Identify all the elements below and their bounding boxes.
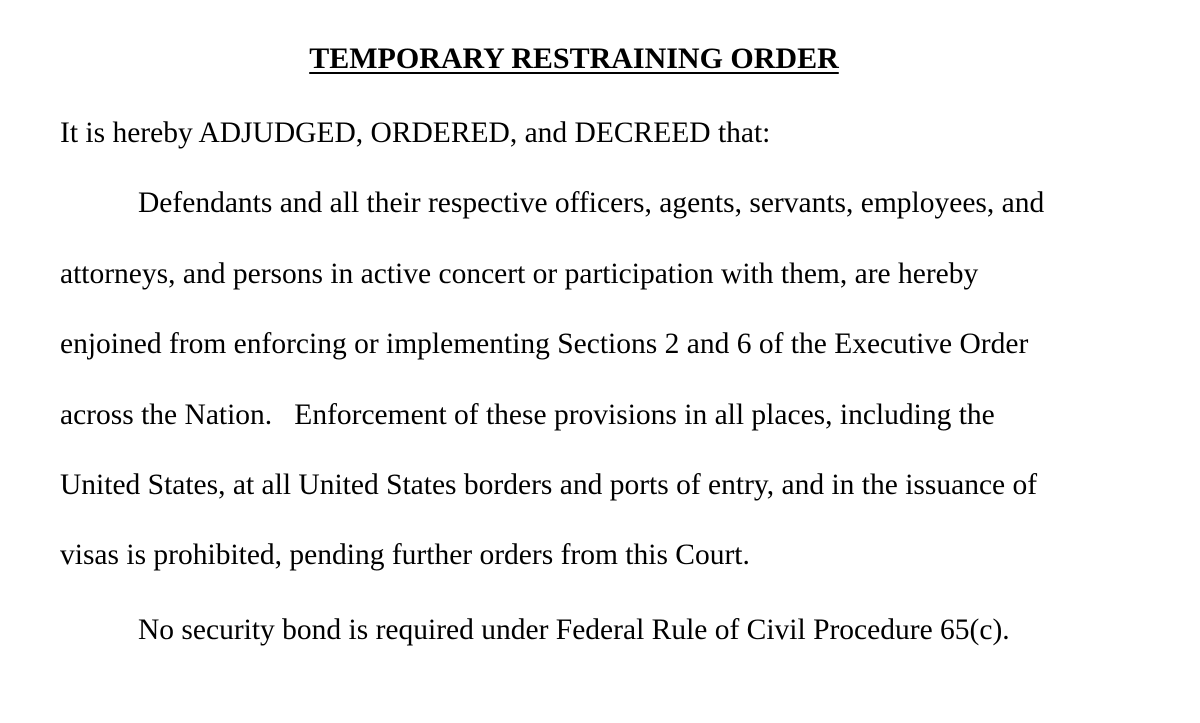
document-title: TEMPORARY RESTRAINING ORDER bbox=[309, 42, 839, 75]
paragraph-1-line-6: visas is prohibited, pending further orders from this Court. bbox=[60, 539, 750, 571]
paragraph-2: No security bond is required under Federal Rule of Civil Procedure 65(c). bbox=[138, 614, 1010, 646]
paragraph-1-line-2: attorneys, and persons in active concert or participation with them, are hereby bbox=[60, 258, 979, 290]
paragraph-1-line-1: Defendants and all their respective officers, agents, servants, employees, and bbox=[138, 187, 1045, 219]
paragraph-1-line-5: United States, at all United States borders and ports of entry, and in the issuance of bbox=[60, 469, 1038, 501]
paragraph-1-line-3: enjoined from enforcing or implementing Sections 2 and 6 of the Executive Order bbox=[60, 328, 1029, 360]
paragraph-1-line-4: across the Nation. Enforcement of these provisions in all places, including the bbox=[60, 399, 995, 431]
intro-line: It is hereby ADJUDGED, ORDERED, and DECREED that: bbox=[60, 117, 771, 149]
